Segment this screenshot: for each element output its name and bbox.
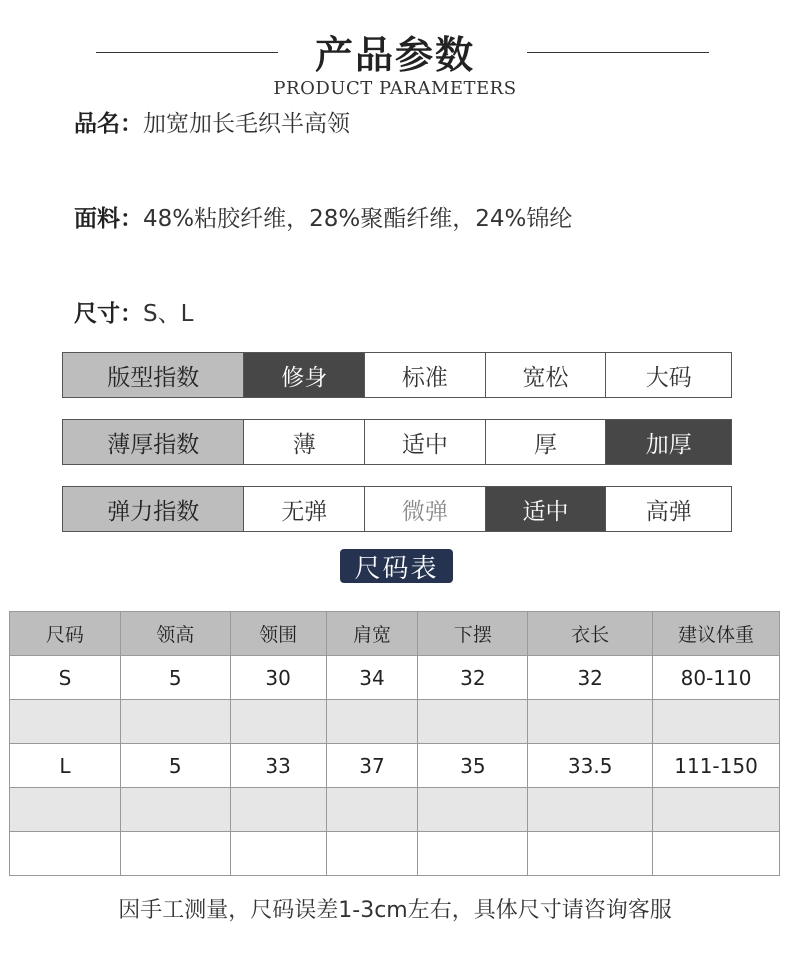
table-cell	[528, 700, 653, 744]
table-cell: 33	[230, 744, 326, 788]
table-cell	[653, 788, 780, 832]
product-name-value: 加宽加长毛织半高领	[143, 111, 350, 137]
table-cell	[10, 700, 121, 744]
column-header: 肩宽	[326, 612, 418, 656]
elasticity-option: 适中	[485, 487, 606, 531]
table-cell	[528, 788, 653, 832]
column-header: 领围	[230, 612, 326, 656]
size-table	[9, 611, 780, 876]
size-table-header-row	[10, 612, 780, 656]
product-name-key: 品名：	[74, 111, 143, 137]
table-cell: S	[10, 656, 121, 700]
table-cell	[418, 832, 528, 876]
fit-option: 修身	[243, 353, 364, 397]
table-row	[10, 744, 780, 788]
table-cell: 34	[326, 656, 418, 700]
thickness-option: 加厚	[605, 420, 731, 464]
fabric-value: 48%粘胶纤维，28%聚酯纤维，24%锦纶	[143, 206, 573, 232]
table-cell	[418, 700, 528, 744]
table-cell: 80-110	[653, 656, 780, 700]
fit-option: 大码	[605, 353, 731, 397]
fabric-line	[74, 200, 572, 233]
table-cell: 5	[120, 656, 230, 700]
elasticity-index-row	[62, 486, 732, 532]
page-subtitle: PRODUCT PARAMETERS	[273, 78, 517, 99]
fit-option: 宽松	[485, 353, 606, 397]
table-cell	[230, 788, 326, 832]
table-cell	[120, 788, 230, 832]
table-cell	[653, 700, 780, 744]
table-cell	[230, 832, 326, 876]
table-cell	[326, 832, 418, 876]
column-header: 建议体重	[653, 612, 780, 656]
fit-index-row	[62, 352, 732, 398]
table-cell	[418, 788, 528, 832]
measurement-note: 因手工测量，尺码误差1-3cm左右，具体尺寸请咨询客服	[118, 898, 672, 923]
table-cell	[230, 700, 326, 744]
size-chart-badge: 尺码表	[340, 549, 453, 583]
table-row	[10, 832, 780, 876]
column-header: 领高	[120, 612, 230, 656]
table-cell: 33.5	[528, 744, 653, 788]
column-header: 衣长	[528, 612, 653, 656]
column-header: 下摆	[418, 612, 528, 656]
section-header	[0, 0, 790, 100]
fabric-key: 面料：	[74, 206, 143, 232]
elasticity-option: 无弹	[243, 487, 364, 531]
table-row	[10, 788, 780, 832]
product-name-line	[74, 105, 350, 138]
elasticity-option: 高弹	[605, 487, 731, 531]
thickness-option: 薄	[243, 420, 364, 464]
thickness-index-row	[62, 419, 732, 465]
elasticity-option: 微弹	[364, 487, 485, 531]
size-value: S、L	[143, 301, 194, 327]
fit-index-label: 版型指数	[63, 353, 243, 397]
table-cell	[120, 832, 230, 876]
table-cell	[10, 788, 121, 832]
size-line	[74, 295, 193, 328]
table-cell: 32	[528, 656, 653, 700]
fit-option: 标准	[364, 353, 485, 397]
table-cell	[528, 832, 653, 876]
table-cell: 32	[418, 656, 528, 700]
table-cell	[10, 832, 121, 876]
thickness-index-label: 薄厚指数	[63, 420, 243, 464]
elasticity-index-label: 弹力指数	[63, 487, 243, 531]
page-title: 产品参数	[314, 33, 475, 77]
size-key: 尺寸：	[74, 301, 143, 327]
thickness-option: 适中	[364, 420, 485, 464]
table-cell: L	[10, 744, 121, 788]
table-row	[10, 700, 780, 744]
table-cell: 111-150	[653, 744, 780, 788]
table-cell	[326, 788, 418, 832]
table-cell	[120, 700, 230, 744]
column-header: 尺码	[10, 612, 121, 656]
table-row	[10, 656, 780, 700]
table-cell: 5	[120, 744, 230, 788]
table-cell	[326, 700, 418, 744]
thickness-option: 厚	[485, 420, 606, 464]
table-cell: 37	[326, 744, 418, 788]
table-cell	[653, 832, 780, 876]
table-cell: 30	[230, 656, 326, 700]
table-cell: 35	[418, 744, 528, 788]
